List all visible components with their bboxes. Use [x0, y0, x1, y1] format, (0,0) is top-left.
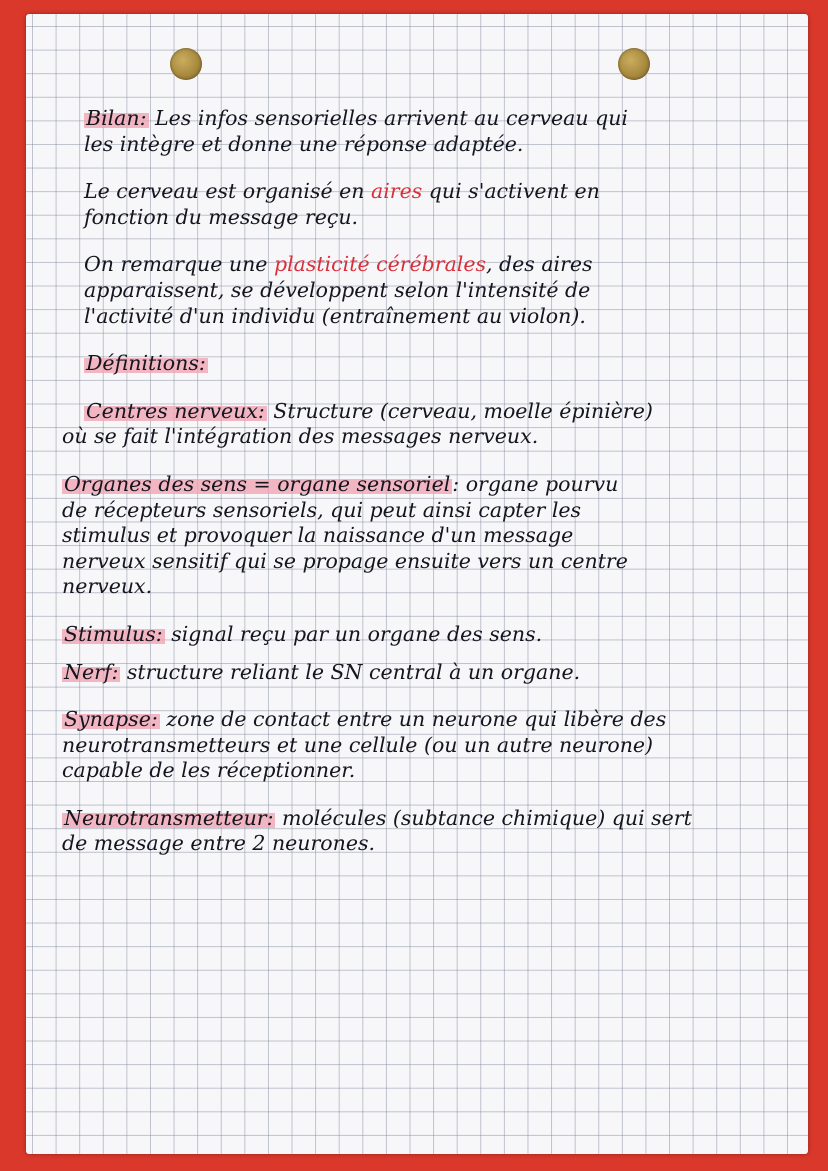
centres-definition	[62, 399, 804, 450]
bilan-label: Bilan:	[86, 106, 147, 130]
binder-hole-right	[618, 48, 650, 80]
nerf-definition	[62, 660, 804, 686]
stimulus-definition	[62, 622, 804, 648]
neurotransmetteur-line-1: molécules (subtance chimique) qui sert	[282, 805, 692, 830]
synapse-line-3: capable de les réceptionner.	[62, 758, 356, 783]
plasticite-line-3: l'activité d'un individu (entraînement au violon).	[84, 303, 586, 328]
organes-line-5: nerveux.	[62, 574, 153, 599]
synapse-term: Synapse:	[64, 707, 158, 732]
cerveau-post: qui s'activent en	[428, 179, 600, 204]
synapse-line-1: zone de contact entre un neurone qui libère des	[166, 707, 667, 732]
bilan-line-1: Les infos sensorielles arrivent au cerveau qui	[155, 106, 628, 130]
synapse-definition	[62, 707, 804, 784]
organes-term: Organes des sens = organe sensoriel	[64, 471, 451, 496]
centres-line-1: Structure (cerveau, moelle épinière)	[273, 398, 653, 423]
organes-line-2: de récepteurs sensoriels, qui peut ainsi capter les	[62, 497, 582, 522]
bilan-paragraph	[62, 106, 804, 157]
cerveau-paragraph	[62, 179, 804, 230]
synapse-line-2: neurotransmetteurs et une cellule (ou un autre neurone)	[62, 732, 654, 757]
nerf-term: Nerf:	[64, 659, 119, 684]
organes-line-4: nerveux sensitif qui se propage ensuite vers un centre	[62, 548, 628, 573]
bilan-line-2: les intègre et donne une réponse adaptée.	[84, 131, 524, 156]
plasticite-post: , des aires	[486, 252, 593, 277]
cerveau-keyword: aires	[371, 179, 423, 204]
stimulus-term: Stimulus:	[64, 621, 163, 646]
neurotransmetteur-line-2: de message entre 2 neurones.	[62, 831, 376, 856]
binder-hole-left	[170, 48, 202, 80]
plasticite-pre: On remarque une	[84, 252, 268, 277]
grid-paper-sheet	[26, 14, 808, 1154]
nerf-text: structure reliant le SN central à un organe.	[126, 659, 581, 684]
plasticite-keyword: plasticité cérébrales	[273, 252, 487, 277]
centres-term: Centres nerveux:	[86, 398, 265, 423]
organes-line-1: : organe pourvu	[452, 471, 619, 496]
plasticite-paragraph	[62, 252, 804, 329]
neurotransmetteur-term: Neurotransmetteur:	[64, 805, 274, 830]
cerveau-pre: Le cerveau est organisé en	[84, 179, 365, 204]
handwritten-notes	[62, 106, 804, 857]
organes-line-3: stimulus et provoquer la naissance d'un message	[62, 523, 574, 548]
stimulus-text: signal reçu par un organe des sens.	[171, 621, 543, 646]
cerveau-line-2: fonction du message reçu.	[84, 204, 359, 229]
definitions-heading: Définitions:	[86, 351, 206, 376]
organes-definition	[62, 472, 804, 600]
centres-line-2: où se fait l'intégration des messages nerveux.	[62, 424, 539, 449]
plasticite-line-2: apparaissent, se développent selon l'intensité de	[84, 277, 591, 302]
neurotransmetteur-definition	[62, 806, 804, 857]
